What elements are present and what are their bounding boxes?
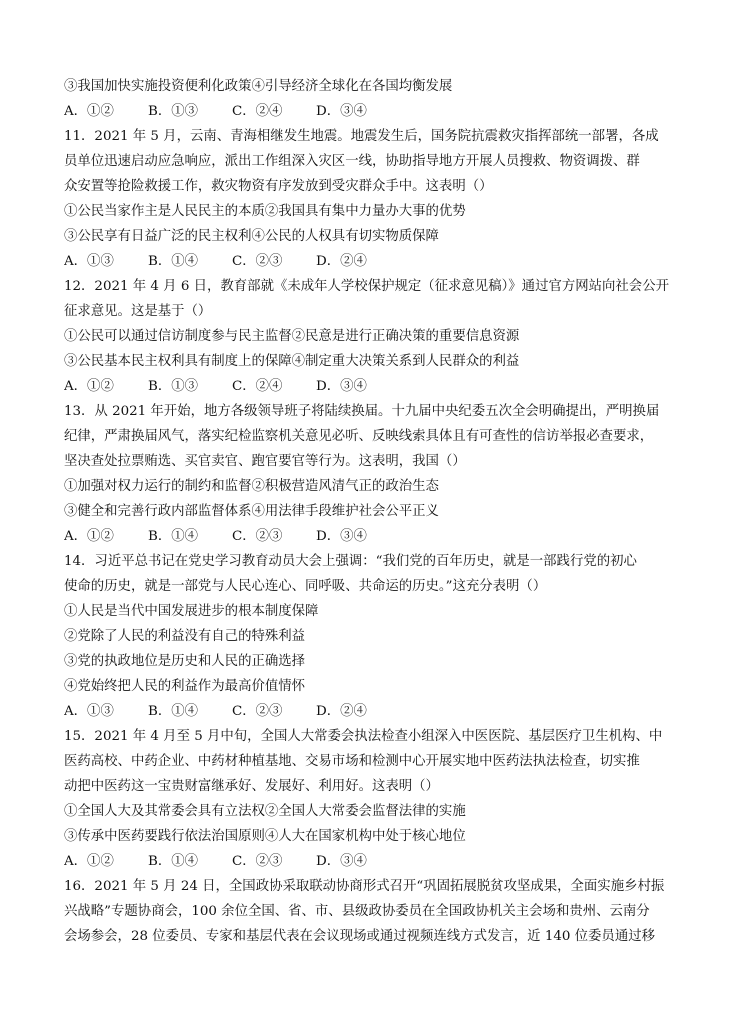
text-line: ③我国加快实施投资便利化政策④引导经济全球化在各国均衡发展	[64, 79, 453, 94]
answer-options	[64, 249, 684, 274]
text-line: 众安置等抢险救援工作，救灾物资有序发放到受灾群众手中。这表明（）	[64, 179, 493, 194]
text-line: 纪律，严肃换届风气，落实纪检监察机关意见必听、反映线索具体且有可查性的信访举报必查要求，	[64, 429, 654, 444]
answer-option: B．①④	[148, 704, 199, 719]
answer-option: D．③④	[316, 104, 367, 119]
text-line: ③公民基本民主权利具有制度上的保障④制定重大决策关系到人民群众的利益	[64, 354, 520, 369]
question-stem: 16．2021 年 5 月 24 日，全国政协采取联动协商形式召开“巩固拓展脱贫攻坚成果，全面实施乡村振	[64, 879, 665, 894]
answer-options	[64, 524, 684, 549]
text-line: ②党除了人民的利益没有自己的特殊利益	[64, 629, 306, 644]
text-line: 坚决查处拉票贿选、买官卖官、跑官要官等行为。这表明，我国（）	[64, 454, 466, 469]
answer-option: C．②③	[232, 704, 283, 719]
answer-options	[64, 849, 684, 874]
text-line: ①公民可以通过信访制度参与民主监督②民意是进行正确决策的重要信息资源	[64, 329, 520, 344]
text-line: ③党的执政地位是历史和人民的正确选择	[64, 654, 306, 669]
answer-option: B．①③	[148, 379, 199, 394]
text-line: 员单位迅速启动应急响应，派出工作组深入灾区一线，协助指导地方开展人员搜救、物资调拨、群	[64, 154, 640, 169]
answer-option: C．②④	[232, 104, 283, 119]
text-line: ①全国人大及其常委会具有立法权②全国人大常委会监督法律的实施	[64, 804, 466, 819]
text-line: ①人民是当代中国发展进步的根本制度保障	[64, 604, 319, 619]
question-stem: 14．习近平总书记在党史学习教育动员大会上强调：“我们党的百年历史，就是一部践行党的初心	[64, 554, 637, 569]
answer-options	[64, 374, 684, 399]
exam-page	[64, 74, 684, 949]
answer-option: A．①②	[64, 529, 114, 544]
answer-option: C．②③	[232, 854, 283, 869]
answer-option: A．①②	[64, 854, 114, 869]
question-stem: 12．2021 年 4 月 6 日，教育部就《未成年人学校保护规定（征求意见稿）》通过官方网站向社会公开	[64, 279, 669, 294]
answer-option: D．②④	[316, 254, 367, 269]
answer-option: C．②④	[232, 379, 283, 394]
answer-options	[64, 699, 684, 724]
answer-option: D．②④	[316, 704, 367, 719]
answer-option: A．①③	[64, 704, 114, 719]
text-line: ③传承中医药要践行依法治国原则④人大在国家机构中处于核心地位	[64, 829, 466, 844]
answer-option: C．②③	[232, 254, 283, 269]
answer-option: B．①③	[148, 104, 199, 119]
answer-option: A．①②	[64, 379, 114, 394]
text-line: 兴战略”专题协商会，100 余位全国、省、市、县级政协委员在全国政协机关主会场和贵州、云南分	[64, 904, 650, 919]
answer-options	[64, 99, 684, 124]
answer-option: B．①④	[148, 254, 199, 269]
answer-option: B．①④	[148, 854, 199, 869]
text-line: 动把中医药这一宝贵财富继承好、发展好、利用好。这表明（）	[64, 779, 439, 794]
text-line: 使命的历史，就是一部党与人民心连心、同呼吸、共命运的历史。”这充分表明（）	[64, 579, 547, 594]
text-line: ③健全和完善行政内部监督体系④用法律手段维护社会公平正义	[64, 504, 439, 519]
text-line: 会场参会，28 位委员、专家和基层代表在会议现场或通过视频连线方式发言，近 140 位委员通过移	[64, 929, 655, 944]
answer-option: D．③④	[316, 854, 367, 869]
text-line: ①加强对权力运行的制约和监督②积极营造风清气正的政治生态	[64, 479, 439, 494]
answer-option: A．①②	[64, 104, 114, 119]
text-line: 征求意见。这是基于（）	[64, 304, 212, 319]
answer-option: A．①③	[64, 254, 114, 269]
answer-option: B．①④	[148, 529, 199, 544]
answer-option: D．③④	[316, 529, 367, 544]
question-stem: 11．2021 年 5 月，云南、青海相继发生地震。地震发生后，国务院抗震救灾指挥部统一部署，各成	[64, 129, 659, 144]
question-stem: 13．从 2021 年开始，地方各级领导班子将陆续换届。十九届中央纪委五次全会明确提出，严明换届	[64, 404, 660, 419]
text-line: ③公民享有日益广泛的民主权利④公民的人权具有切实物质保障	[64, 229, 439, 244]
text-line: ①公民当家作主是人民民主的本质②我国具有集中力量办大事的优势	[64, 204, 466, 219]
text-line: ④党始终把人民的利益作为最高价值情怀	[64, 679, 306, 694]
answer-option: C．②③	[232, 529, 283, 544]
text-line: 医药高校、中药企业、中药材种植基地、交易市场和检测中心开展实地中医药法执法检查，切实推	[64, 754, 640, 769]
question-stem: 15．2021 年 4 月至 5 月中旬，全国人大常委会执法检查小组深入中医医院、基层医疗卫生机构、中	[64, 729, 663, 744]
answer-option: D．③④	[316, 379, 367, 394]
